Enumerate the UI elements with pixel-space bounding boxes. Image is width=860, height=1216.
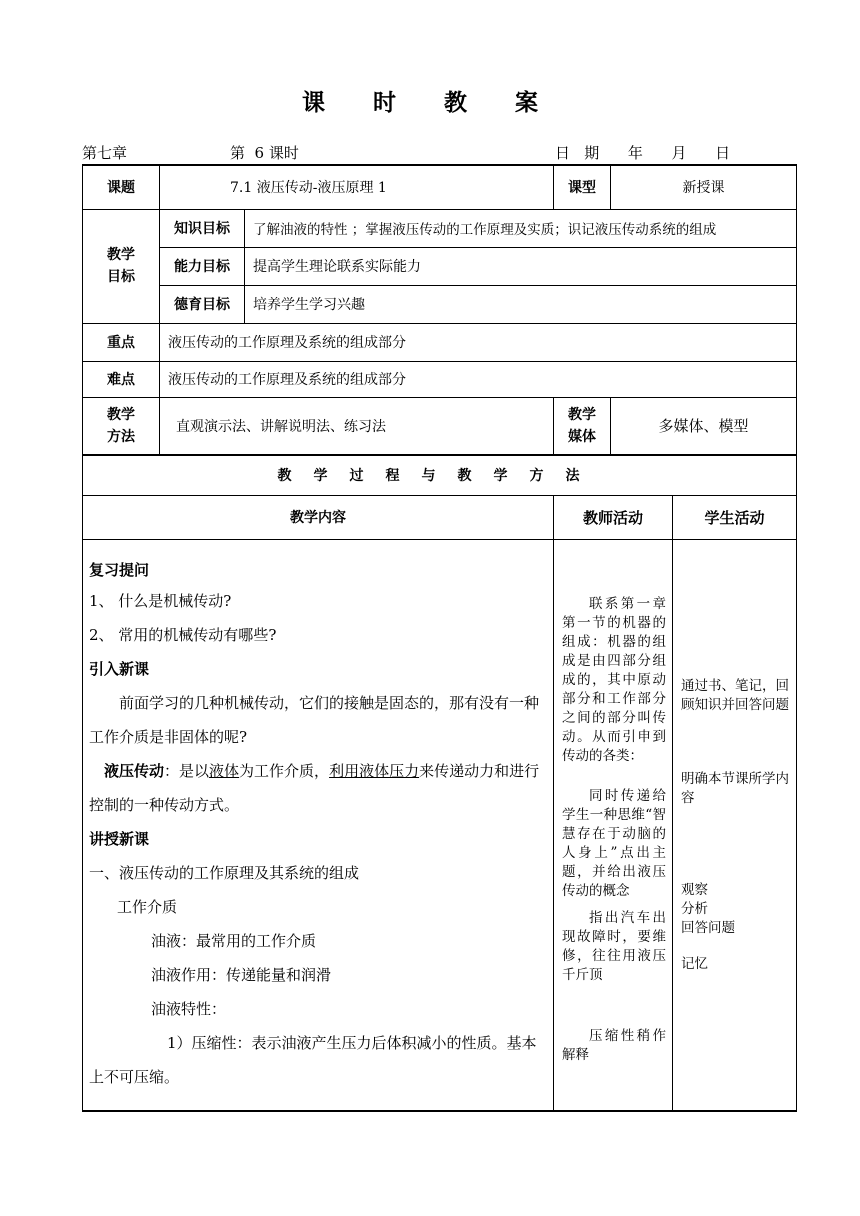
difficult-label: 难点 (83, 361, 160, 397)
student-note-2: 明确本节课所学内容 (681, 771, 789, 807)
media-label: 教学 媒体 (554, 397, 611, 455)
period-label: 第 6 课时 (230, 144, 299, 162)
oil-property-line: 油液特性： (151, 999, 227, 1018)
student-note-5: 回答问题 (681, 920, 735, 937)
question-2: 2、 常用的机械传动有哪些? (89, 625, 277, 644)
col-content-header: 教学内容 (83, 495, 554, 539)
section-1-heading: 一、液压传动的工作原理及其系统的组成 (89, 863, 360, 882)
knowledge-label: 知识目标 (160, 209, 245, 247)
student-cell (673, 539, 797, 1111)
method-label: 教学 方法 (83, 397, 160, 455)
date-label: 日 期 年 月 日 (555, 144, 731, 162)
student-note-1: 通过书、笔记，回顾知识并回答问题 (681, 678, 789, 714)
teacher-cell (554, 539, 673, 1111)
topic-value: 7.1 液压传动-液压原理 1 (160, 165, 554, 209)
col-student-header: 学生活动 (673, 495, 797, 539)
moral-row (83, 285, 797, 323)
key-row (83, 323, 797, 361)
topic-label: 课题 (83, 165, 160, 209)
intro-text: 前面学习的几种机械传动，它们的接触是固态的，那有没有一种工作介质是非固体的呢? (89, 693, 540, 746)
student-note-3: 观察 (681, 882, 708, 899)
type-label: 课型 (554, 165, 611, 209)
process-heading: 教学过程与教学方法 (83, 455, 797, 495)
definition-term: 液压传动 (104, 761, 165, 780)
content-cell (83, 539, 554, 1111)
page-title: 课 时 教 案 (301, 89, 559, 116)
oil-use-line: 油液作用：传递能量和润滑 (151, 965, 332, 984)
intro-heading: 引入新课 (89, 659, 150, 678)
column-header-row (83, 495, 797, 539)
method-value: 直观演示法、讲解说明法、练习法 (160, 397, 554, 455)
media-value: 多媒体、模型 (611, 397, 797, 455)
teacher-note-1: 联系第一章第一节的机器的组成：机器的组成是由四部分组成的，其中原动部分和工作部分之间的部分叫传动。从而引申到传动的各类： (562, 595, 666, 764)
ability-label: 能力目标 (160, 247, 245, 285)
teacher-note-2: 同时传递给学生一种思维“智慧存在于动脑的人身上”点出主题，并给出液压传动的概念 (562, 787, 666, 899)
question-1: 1、 什么是机械传动? (89, 591, 232, 610)
definition-part: 来传递动力和进行控制的一种传动方式。 (89, 761, 540, 814)
col-teacher-header: 教师活动 (554, 495, 673, 539)
method-row (83, 397, 797, 455)
definition-part: ：是以 (164, 761, 210, 780)
knowledge-value: 了解油液的特性 ；掌握液压传动的工作原理及实质；识记液压传动系统的组成 (245, 209, 797, 247)
definition-part: 为工作介质， (239, 761, 330, 780)
student-note-6: 记忆 (681, 956, 708, 973)
moral-value: 培养学生学习兴趣 (245, 285, 797, 323)
ability-row (83, 247, 797, 285)
difficult-row (83, 361, 797, 397)
teacher-note-3: 指出汽车出现故障时，要维修，往往用液压千斤顶 (562, 909, 666, 983)
review-heading: 复习提问 (89, 560, 150, 579)
topic-row (83, 165, 797, 209)
goals-label: 教学 目标 (83, 209, 160, 323)
difficult-value: 液压传动的工作原理及系统的组成部分 (160, 361, 797, 397)
compressibility-line: 1）压缩性：表示油液产生压力后体积减小的性质。基本上不可压缩。 (89, 1033, 537, 1086)
medium-line: 工作介质 (117, 897, 178, 916)
lesson-plan-table (82, 164, 797, 1112)
chapter-label: 第七章 (82, 144, 128, 162)
type-value: 新授课 (611, 165, 797, 209)
moral-label: 德育目标 (160, 285, 245, 323)
lecture-heading: 讲授新课 (89, 829, 150, 848)
definition-underline: 利用液体压力 (329, 761, 420, 780)
definition (89, 754, 547, 822)
knowledge-row (83, 209, 797, 247)
student-note-4: 分析 (681, 901, 708, 918)
lesson-row (83, 539, 797, 1111)
teacher-note-4: 压缩性稍作解释 (562, 1027, 666, 1063)
definition-underline: 液体 (209, 761, 240, 780)
oil-line: 油液：最常用的工作介质 (151, 931, 317, 950)
key-value: 液压传动的工作原理及系统的组成部分 (160, 323, 797, 361)
ability-value: 提高学生理论联系实际能力 (245, 247, 797, 285)
process-heading-row (83, 455, 797, 495)
key-label: 重点 (83, 323, 160, 361)
